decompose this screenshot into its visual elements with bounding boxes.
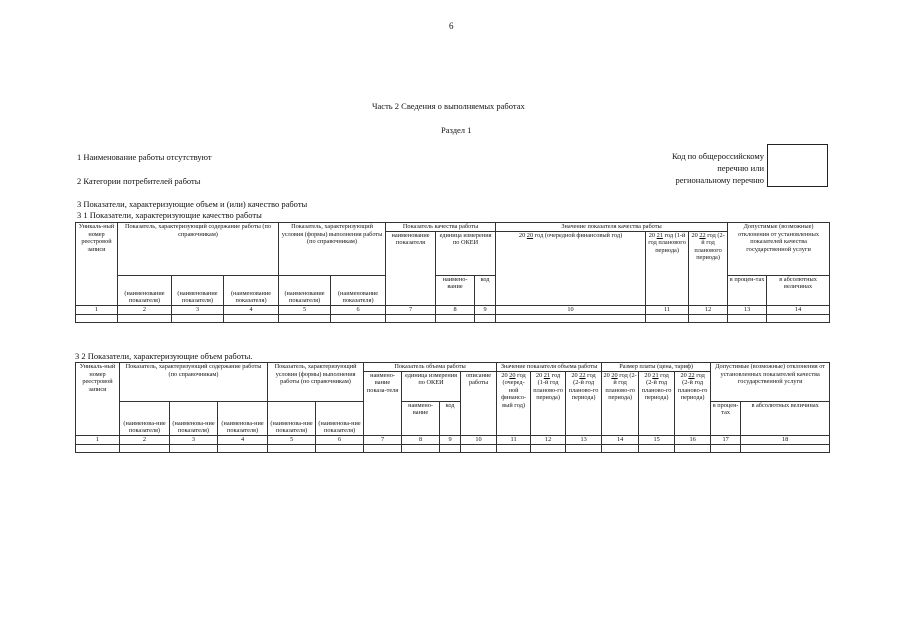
col-volume-value: Значение показателя объема работы [497,363,602,372]
col-fee-year3: 20 22 год (2-й год планово-го периода) [675,371,711,435]
col-num: 5 [279,305,331,314]
col-quality-value: Значение показателя качества работы [496,223,728,232]
col-num: 7 [386,305,436,314]
code-label-line-1: Код по общероссийскому [671,151,764,161]
empty-data-row [76,444,830,452]
col-name-ind-2: (наименова-ние показателя) [170,401,218,435]
col-indicator-name: наимено-вание показа-теля [364,371,402,435]
col-num: 10 [461,435,497,444]
col-unique-number: Уникаль-ный номер реестровой записи [76,363,120,436]
col-num: 12 [689,305,728,314]
part-title: Часть 2 Сведения о выполняемых работах [372,101,525,111]
column-numbers-row [76,305,830,314]
col-name-ind-1: (наименова-ние показателя) [120,401,170,435]
col-content-indicator: Показатель, характеризующий содержание работы (по справочникам) [120,363,268,402]
col-unit-code: код [440,401,461,435]
col-num: 3 [170,435,218,444]
col-num: 4 [224,305,279,314]
col-num: 17 [711,435,741,444]
col-num: 13 [566,435,602,444]
col-num: 14 [767,305,830,314]
col-num: 13 [728,305,767,314]
col-num: 6 [331,305,386,314]
col-conditions-indicator: Показатель, характеризующий условия (формы) выполнения работы (по справочникам) [279,223,386,276]
col-num: 1 [76,435,120,444]
col-unique-number: Уникаль-ный номер реестровой записи [76,223,118,306]
section-title: Раздел 1 [441,125,472,135]
col-fee: Размер платы (цена, тариф) [602,363,711,372]
col-deviation-absolute: в абсолютных величинах [767,275,830,305]
col-fee-year1: 20 20 год (2-й год планово-го периода) [602,371,639,435]
col-num: 18 [741,435,830,444]
col-num: 2 [120,435,170,444]
col-name-ind-5: (наименова-ние показателя) [316,401,364,435]
quality-indicators-table [75,222,830,323]
col-volume-indicator: Показатель объема работы [364,363,497,372]
col-unit-okei: единица измерения по ОКЕИ [436,231,496,275]
col-num: 11 [646,305,689,314]
col-num: 8 [402,435,440,444]
col-work-description: описание работы [461,371,497,435]
col-num: 8 [436,305,475,314]
col-name-ind-3: (наименова-ние показателя) [218,401,268,435]
col-num: 1 [76,305,118,314]
col-value-year3: 20 22 год (2-й год планово-го периода) [566,371,602,435]
code-label-line-3: региональному перечню [675,175,764,185]
col-unit-okei: единица измерения по ОКЕИ [402,371,461,401]
col-quality-indicator: Показатель качества работы [386,223,496,232]
col-year-plan1: 20 21 год (1-й год планового периода) [646,231,689,305]
col-deviation: Допустимые (возможные) отклонения от установленных показателей качества государственной услуги [711,363,830,402]
col-value-year2: 20 21 год (1-й год планово-го периода) [531,371,566,435]
col-name-ind-5: (наименование показателя) [331,275,386,305]
col-conditions-indicator: Показатель, характеризующий условия (формы) выполнения работы (по справочникам) [268,363,364,402]
col-deviation-percent: в процен-тах [728,275,767,305]
volume-indicators-table [75,362,830,453]
col-unit-code: код [475,275,496,305]
col-num: 2 [118,305,172,314]
col-num: 6 [316,435,364,444]
col-num: 14 [602,435,639,444]
work-name-line: 1 Наименование работы отсутствуют [77,152,212,162]
col-value-year1: 20 20 год (очеред-ной финансо-вый год) [497,371,531,435]
quality-indicators-heading: 3 1 Показатели, характеризующие качество работы [77,210,262,220]
col-num: 12 [531,435,566,444]
code-label-line-2: перечню или [717,163,764,173]
col-num: 3 [172,305,224,314]
col-indicator-name: наименование показателя [386,231,436,305]
col-unit-name: наимено-вание [436,275,475,305]
col-num: 7 [364,435,402,444]
col-deviation-percent: в процен-тах [711,401,741,435]
col-content-indicator: Показатель, характеризующий содержание работы (по справочникам) [118,223,279,276]
consumer-category-line: 2 Категории потребителей работы [77,176,201,186]
col-fee-year2: 20 21 год (2-й год планово-го периода) [639,371,675,435]
col-num: 9 [475,305,496,314]
col-name-ind-3: (наименование показателя) [224,275,279,305]
col-name-ind-2: (наименование показателя) [172,275,224,305]
empty-data-row [76,314,830,322]
col-name-ind-1: (наименование показателя) [118,275,172,305]
col-num: 10 [496,305,646,314]
col-deviation-absolute: в абсолютных величинах [741,401,830,435]
col-year-plan2: 20 22 год (2-й год планового периода) [689,231,728,305]
col-num: 9 [440,435,461,444]
col-deviation: Допустимые (возможные) отклонения от установленных показателей качества государственной услуги [728,223,830,276]
col-name-ind-4: (наименование показателя) [279,275,331,305]
col-name-ind-4: (наименова-ние показателя) [268,401,316,435]
registry-code-label [672,150,764,186]
col-year-current: 20 20 год (очередной финансовый год) [496,231,646,305]
column-numbers-row [76,435,830,444]
col-num: 15 [639,435,675,444]
volume-indicators-heading: 3 2 Показатели, характеризующие объем работы. [75,351,253,361]
page-number: 6 [449,21,454,31]
col-num: 4 [218,435,268,444]
col-num: 11 [497,435,531,444]
indicators-heading: 3 Показатели, характеризующие объем и (или) качество работы [77,199,308,209]
col-unit-name: наимено-вание [402,401,440,435]
col-num: 5 [268,435,316,444]
col-num: 16 [675,435,711,444]
registry-code-box [767,144,828,187]
